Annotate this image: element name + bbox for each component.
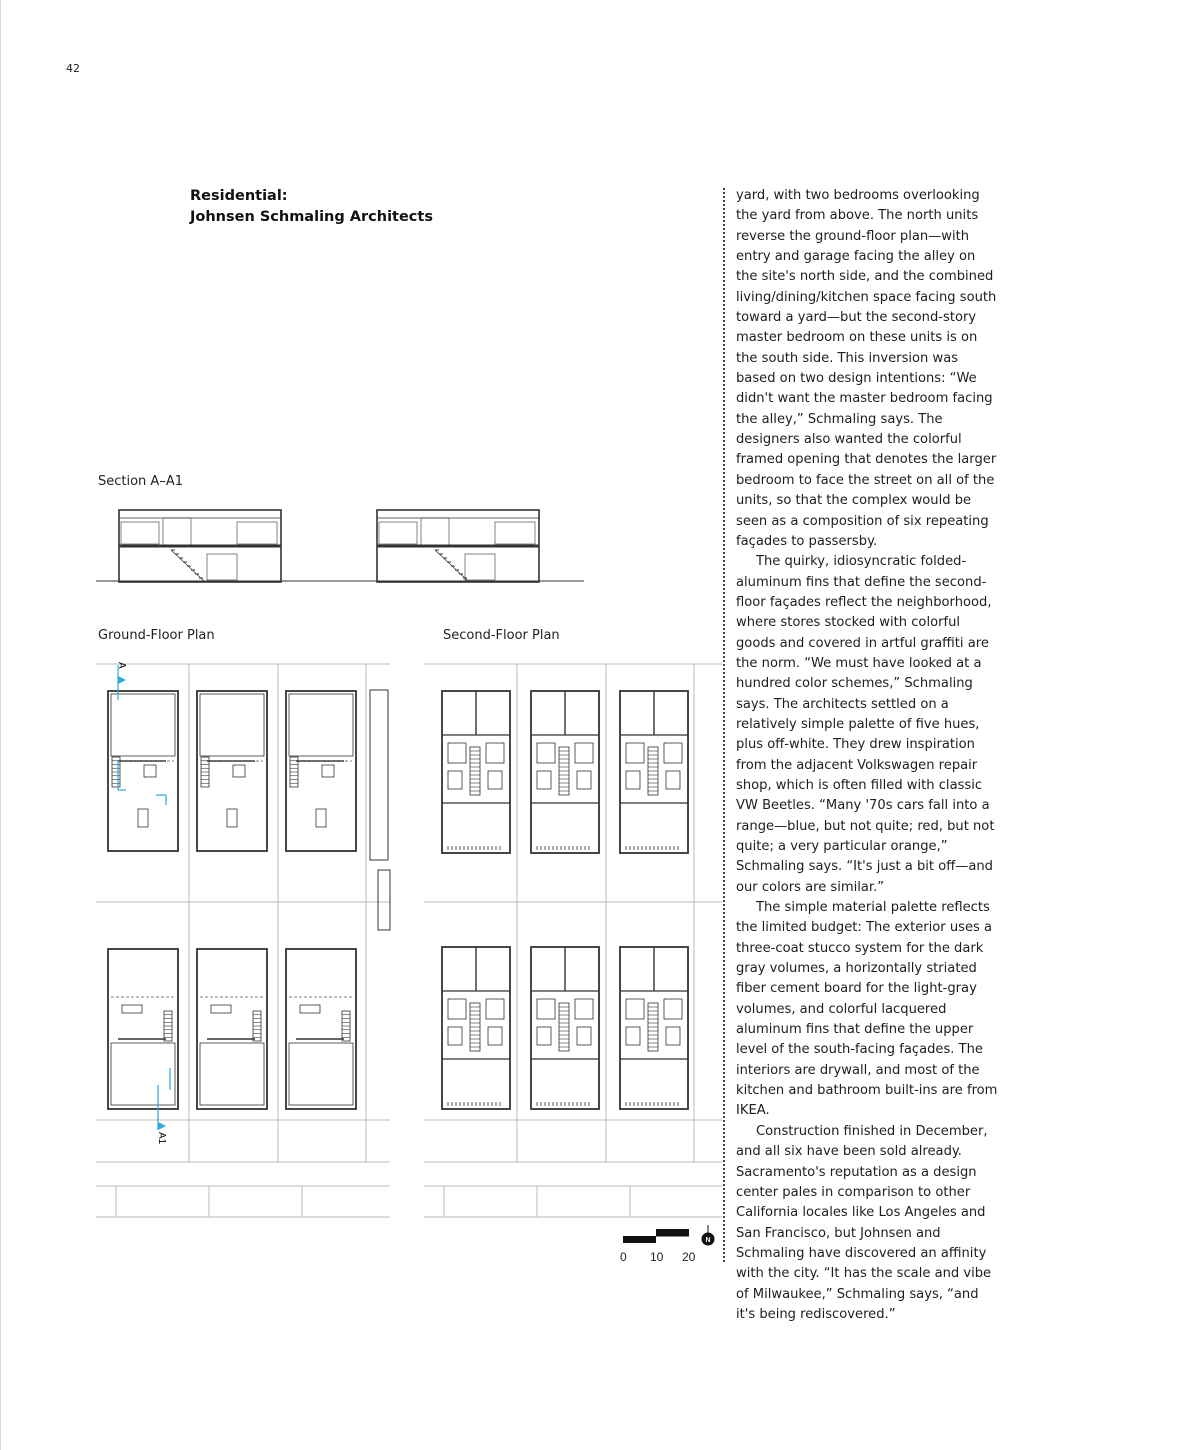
stair-stringer (435, 550, 469, 582)
stair (648, 1003, 658, 1051)
garage (200, 1043, 264, 1105)
unit-outline (197, 949, 267, 1109)
page-number: 42 (66, 62, 80, 75)
opening (421, 518, 449, 546)
bath (626, 999, 644, 1019)
second-unit (620, 691, 688, 853)
bath (486, 999, 504, 1019)
article-paragraph-1: yard, with two bedrooms overlooking the yard from above. The north units reverse the ground-floor plan—with entry and garage facing the alley on the site's north side, and the combined living/dining/kitchen space facing south toward a yard—but the second-story master bedroom on these units is on the south side. This inversion was based on two design intentions: “We didn't want the master bedroom facing the alley,” Schmaling says. The designers also wanted the colorful framed opening that denotes the larger bedroom to face the street on all of the units, so that the complex would be seen as a composition of six repeating façades to passersby. (736, 188, 997, 549)
section-drawing (96, 510, 584, 582)
bath (322, 765, 334, 777)
bath (448, 999, 466, 1019)
closet (537, 771, 551, 789)
heading-category: Residential: (190, 188, 288, 204)
stair (559, 747, 569, 795)
closet (666, 1027, 680, 1045)
bath (486, 743, 504, 763)
second-unit (531, 947, 599, 1109)
section-caption: Section A–A1 (98, 474, 183, 489)
second-unit (531, 691, 599, 853)
bath (575, 743, 593, 763)
second-floor-caption: Second-Floor Plan (443, 628, 560, 643)
kitchen-island (138, 809, 148, 827)
stair (342, 1011, 350, 1041)
ground-unit (108, 949, 178, 1109)
ground-unit (197, 691, 267, 851)
stair (164, 1011, 172, 1041)
interior-wall (465, 554, 495, 580)
garage (111, 694, 175, 756)
ground-floor-plan (96, 664, 390, 1217)
bath (575, 999, 593, 1019)
ground-unit (197, 949, 267, 1109)
second-floor-plan (424, 664, 722, 1217)
adjacent-building (370, 690, 388, 860)
kitchen-island (211, 1005, 231, 1013)
section-unit-2 (377, 510, 539, 582)
closet (488, 1027, 502, 1045)
garage (111, 1043, 175, 1105)
section-arrow-icon (158, 1122, 166, 1130)
north-label: N (705, 1237, 711, 1244)
unit-outline (108, 949, 178, 1109)
scale-label-0: 0 (620, 1250, 627, 1264)
second-unit (442, 691, 510, 853)
opening (163, 518, 191, 546)
stair (470, 1003, 480, 1051)
bath (537, 743, 555, 763)
section-marker-start: A (116, 662, 127, 669)
stair (559, 1003, 569, 1051)
ground-unit (286, 691, 356, 851)
scale-baseline (623, 1236, 689, 1237)
unit-outline (286, 949, 356, 1109)
bath (626, 743, 644, 763)
closet (666, 771, 680, 789)
garage (289, 1043, 353, 1105)
section-cut-markers (116, 662, 167, 1145)
garage (200, 694, 264, 756)
stair-stringer (171, 550, 205, 582)
article-body (736, 186, 998, 1325)
closet (537, 1027, 551, 1045)
bath (233, 765, 245, 777)
closet (577, 771, 591, 789)
stair (648, 747, 658, 795)
kitchen-island (122, 1005, 142, 1013)
section-marker-end: A1 (156, 1132, 167, 1145)
stair (253, 1011, 261, 1041)
bath (537, 999, 555, 1019)
adjacent-building (378, 870, 390, 930)
kitchen-island (300, 1005, 320, 1013)
closet (577, 1027, 591, 1045)
bath (144, 765, 156, 777)
closet (626, 771, 640, 789)
closet (488, 771, 502, 789)
second-unit (620, 947, 688, 1109)
article-paragraph-2: The quirky, idiosyncratic folded-aluminum fins that define the second-floor façades reflect the neighborhood, where stores stocked with colorful goods and covered in artful graffiti are the norm. “We must have looked at a hundred color schemes,” Schmaling says. The architects settled on a relatively simple palette of five hues, plus off-white. They drew inspiration from the adjacent Volkswagen repair shop, which is often filled with classic VW Beetles. “Many '70s cars fall into a range—blue, but not quite; red, but not quite; a very particular orange,” Schmaling says. “It's just a bit off—and our colors are similar.” (736, 554, 995, 895)
window (379, 522, 417, 544)
scale-segment-1 (623, 1236, 656, 1243)
section-unit-1 (119, 510, 281, 582)
ground-floor-caption: Ground-Floor Plan (98, 628, 215, 643)
scale-label-10: 10 (650, 1250, 664, 1264)
window (237, 522, 277, 544)
heading-firm: Johnsen Schmaling Architects (190, 209, 433, 225)
scale-bar (620, 1225, 715, 1264)
window (121, 522, 159, 544)
closet (448, 1027, 462, 1045)
closet (626, 1027, 640, 1045)
article-paragraph-4: Construction finished in December, and all six have been sold already. Sacramento's reputation as a design center pales in comparison to other California locales like Los Angeles and San Francisco, but Johnsen and Schmaling have discovered an affinity with the city. “It has the scale and vibe of Milwaukee,” Schmaling says, “and it's being rediscovered.” (736, 1123, 992, 1322)
stair (470, 747, 480, 795)
second-unit (442, 947, 510, 1109)
kitchen-island (227, 809, 237, 827)
column-divider (723, 188, 725, 1262)
section-arrow-icon (118, 676, 126, 684)
scale-label-20: 20 (682, 1250, 696, 1264)
ground-unit (286, 949, 356, 1109)
bath (664, 743, 682, 763)
article-paragraph-3: The simple material palette reflects the limited budget: The exterior uses a three-coat stucco system for the dark gray volumes, a horizontally striated fiber cement board for the light-gray volumes, and colorful lacquered aluminum fins that define the upper level of the south-facing façades. The interiors are drywall, and most of the kitchen and bathroom built-ins are from IKEA. (736, 900, 998, 1119)
scale-segment-2 (656, 1229, 689, 1236)
window (495, 522, 535, 544)
interior-wall (207, 554, 237, 580)
garage (289, 694, 353, 756)
closet (448, 771, 462, 789)
bath (664, 999, 682, 1019)
kitchen-island (316, 809, 326, 827)
bath (448, 743, 466, 763)
